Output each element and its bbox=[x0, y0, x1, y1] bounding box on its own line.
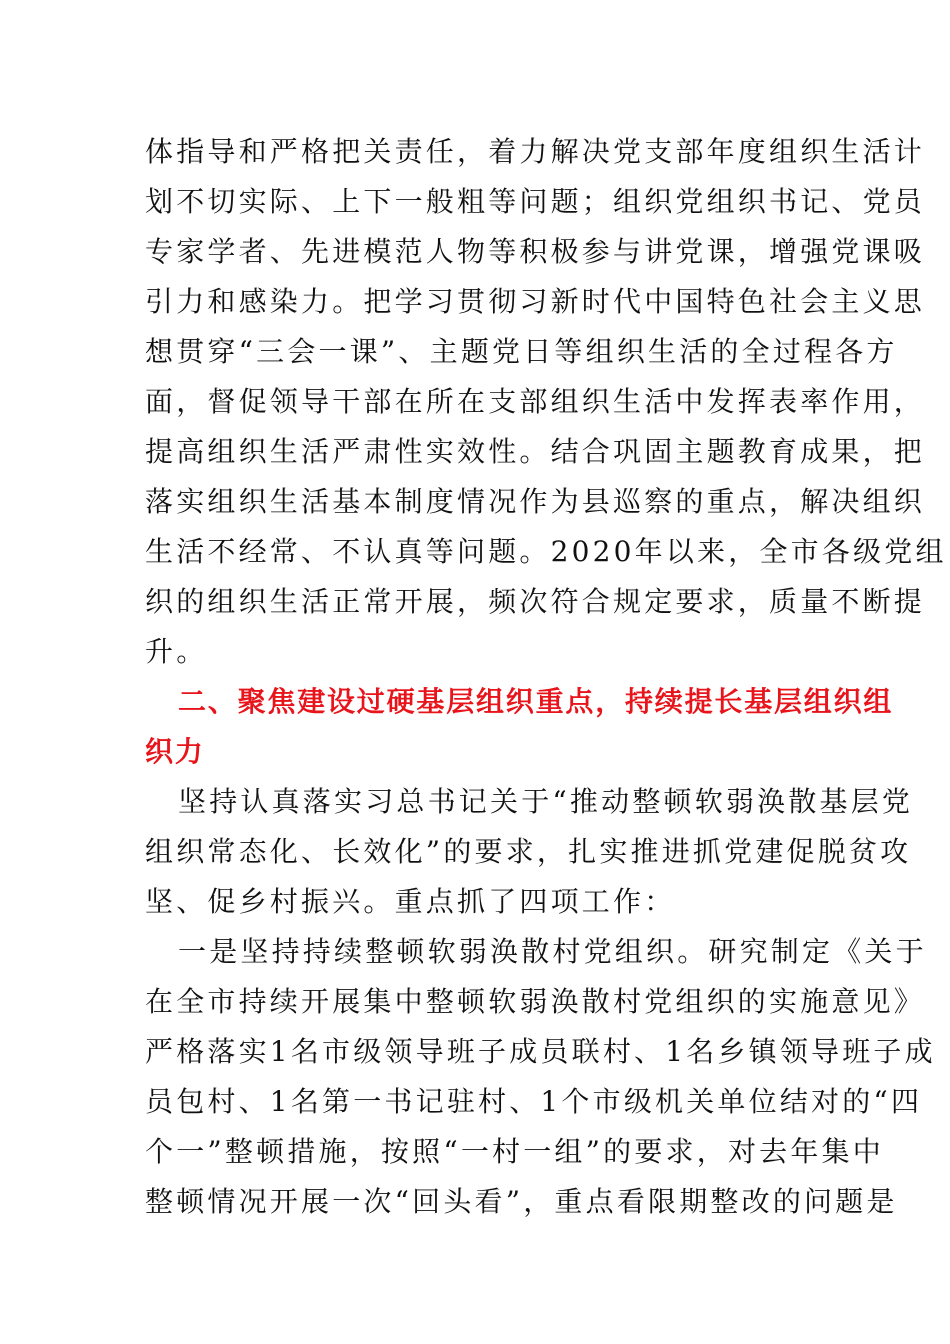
paragraph-line: 专家学者、先进模范人物等积极参与讲党课，增强党课吸 bbox=[145, 235, 926, 268]
heading-line: 织力 bbox=[145, 735, 205, 768]
paragraph-line: 坚持认真落实习总书记关于“推动整顿软弱涣散基层党 bbox=[178, 785, 914, 818]
paragraph-line: 想贯穿“三会一课”、主题党日等组织生活的全过程各方 bbox=[145, 335, 898, 368]
paragraph-line: 严格落实1名市级领导班子成员联村、1名乡镇领导班子成 bbox=[145, 1035, 936, 1068]
paragraph-line: 员包村、1名第一书记驻村、1个市级机关单位结对的“四 bbox=[145, 1085, 923, 1118]
paragraph-line: 个一”整顿措施，按照“一村一组”的要求，对去年集中 bbox=[145, 1135, 884, 1168]
paragraph-line: 生活不经常、不认真等问题。2020年以来，全市各级党组 bbox=[145, 535, 947, 568]
heading-line: 二、聚焦建设过硬基层组织重点，持续提长基层组织组 bbox=[178, 685, 894, 718]
paragraph-line: 织的组织生活正常开展，频次符合规定要求，质量不断提 bbox=[145, 585, 926, 618]
paragraph-line: 坚、促乡村振兴。重点抓了四项工作： bbox=[145, 885, 676, 918]
paragraph-line: 划不切实际、上下一般粗等问题；组织党组织书记、党员 bbox=[145, 185, 926, 218]
paragraph-line: 面，督促领导干部在所在支部组织生活中发挥表率作用， bbox=[145, 385, 926, 418]
paragraph-line: 整顿情况开展一次“回头看”，重点看限期整改的问题是 bbox=[145, 1185, 898, 1218]
paragraph-line: 组织常态化、长效化”的要求，扎实推进抓党建促脱贫攻 bbox=[145, 835, 912, 868]
paragraph-line: 落实组织生活基本制度情况作为县巡察的重点，解决组织 bbox=[145, 485, 926, 518]
paragraph-line: 在全市持续开展集中整顿软弱涣散村党组织的实施意见》 bbox=[145, 985, 926, 1018]
paragraph-line: 体指导和严格把关责任，着力解决党支部年度组织生活计 bbox=[145, 135, 926, 168]
paragraph-line: 提高组织生活严肃性实效性。结合巩固主题教育成果，把 bbox=[145, 435, 926, 468]
paragraph-line: 升。 bbox=[145, 635, 208, 668]
paragraph-line: 一是坚持持续整顿软弱涣散村党组织。研究制定《关于 bbox=[178, 935, 927, 968]
paragraph-line: 引力和感染力。把学习贯彻习新时代中国特色社会主义思 bbox=[145, 285, 926, 318]
